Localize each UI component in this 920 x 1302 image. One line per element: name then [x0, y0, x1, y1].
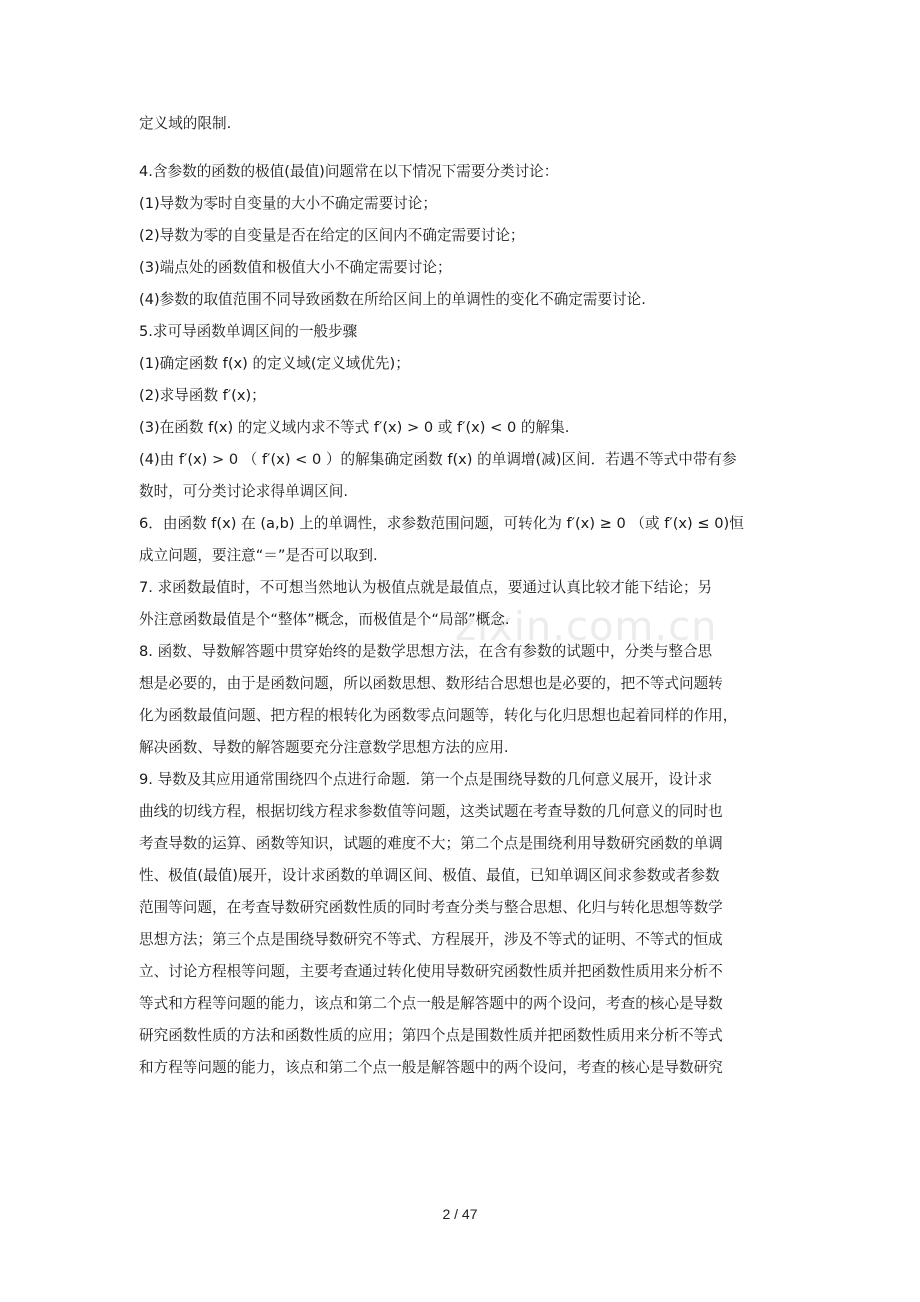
section-5-title: 5.求可导函数单调区间的一般步骤	[139, 323, 358, 340]
section-7-line-1: 7. 求函数最值时，不可想当然地认为极值点就是最值点，要通过认真比较才能下结论；另	[139, 579, 713, 596]
section-4-item-1: (1)导数为零时自变量的大小不确定需要讨论；	[139, 195, 437, 212]
section-4-item-3: (3)端点处的函数值和极值大小不确定需要讨论；	[139, 259, 452, 276]
page-total: / 47	[454, 1206, 478, 1222]
section-9-line-8: 等式和方程等问题的能力，该点和第二个点一般是解答题中的两个设问，考查的核心是导数	[139, 995, 723, 1012]
section-6-line-2: 成立问题，要注意“＝”是否可以取到.	[139, 547, 378, 564]
section-8-line-2: 想是必要的，由于是函数问题，所以函数思想、数形结合思想也是必要的，把不等式问题转	[139, 675, 723, 692]
section-8-line-4: 解决函数、导数的解答题要充分注意数学思想方法的应用.	[139, 739, 509, 756]
section-5-step-4-line-1: (4)由 f′(x) > 0 （ f′(x) < 0 ）的解集确定函数 f(x) 的单调增(减)区间．若遇不等式中带有参	[139, 451, 737, 468]
paragraph-gap	[139, 140, 784, 156]
section-5-step-1: (1)确定函数 f(x) 的定义域(定义域优先)；	[139, 355, 410, 372]
section-6-line-1: 6．由函数 f(x) 在 (a,b) 上的单调性，求参数范围问题，可转化为 f′(x) ≥ 0 （或 f′(x) ≤ 0)恒	[139, 515, 744, 532]
section-7-line-2: 外注意函数最值是个“整体”概念，而极值是个“局部”概念.	[139, 611, 510, 628]
section-4-item-2: (2)导数为零的自变量是否在给定的区间内不确定需要讨论；	[139, 227, 525, 244]
page-number: 2	[442, 1206, 451, 1222]
section-5-step-3: (3)在函数 f(x) 的定义域内求不等式 f′(x) > 0 或 f′(x) < 0 的解集.	[139, 419, 570, 436]
section-5-step-4-line-2: 数时，可分类讨论求得单调区间.	[139, 483, 348, 500]
section-9-line-6: 思想方法；第三个点是围绕导数研究不等式、方程展开，涉及不等式的证明、不等式的恒成	[139, 931, 723, 948]
section-9-line-1: 9. 导数及其应用通常围绕四个点进行命题．第一个点是围绕导数的几何意义展开，设计求	[139, 771, 713, 788]
section-9-line-2: 曲线的切线方程，根据切线方程求参数值等问题，这类试题在考查导数的几何意义的同时也	[139, 803, 723, 820]
watermark: zixin.com.cn	[455, 604, 718, 650]
text-line-definition-domain: 定义域的限制.	[139, 115, 232, 132]
section-9-line-10: 和方程等问题的能力，该点和第二个点一般是解答题中的两个设问，考查的核心是导数研究	[139, 1059, 723, 1076]
section-8-line-1: 8. 函数、导数解答题中贯穿始终的是数学思想方法，在含有参数的试题中，分类与整合思	[139, 643, 713, 660]
section-5-step-2: (2)求导函数 f′(x)；	[139, 387, 266, 404]
section-9-line-7: 立、讨论方程根等问题，主要考查通过转化使用导数研究函数性质并把函数性质用来分析不	[139, 963, 723, 980]
section-9-line-4: 性、极值(最值)展开，设计求函数的单调区间、极值、最值，已知单调区间求参数或者参数	[139, 867, 720, 884]
section-4-item-4: (4)参数的取值范围不同导致函数在所给区间上的单调性的变化不确定需要讨论.	[139, 291, 646, 308]
section-9-line-9: 研究函数性质的方法和函数性质的应用；第四个点是围数性质并把函数性质用来分析不等式	[139, 1027, 723, 1044]
section-9-line-3: 考查导数的运算、函数等知识，试题的难度不大；第二个点是围绕利用导数研究函数的单调	[139, 835, 723, 852]
document-body	[139, 108, 784, 1084]
section-4-title: 4.含参数的函数的极值(最值)问题常在以下情况下需要分类讨论：	[139, 163, 559, 180]
page-footer	[0, 1206, 920, 1222]
section-8-line-3: 化为函数最值问题、把方程的根转化为函数零点问题等，转化与化归思想也起着同样的作用，	[139, 707, 738, 724]
section-9-line-5: 范围等问题，在考查导数研究函数性质的同时考查分类与整合思想、化归与转化思想等数学	[139, 899, 723, 916]
